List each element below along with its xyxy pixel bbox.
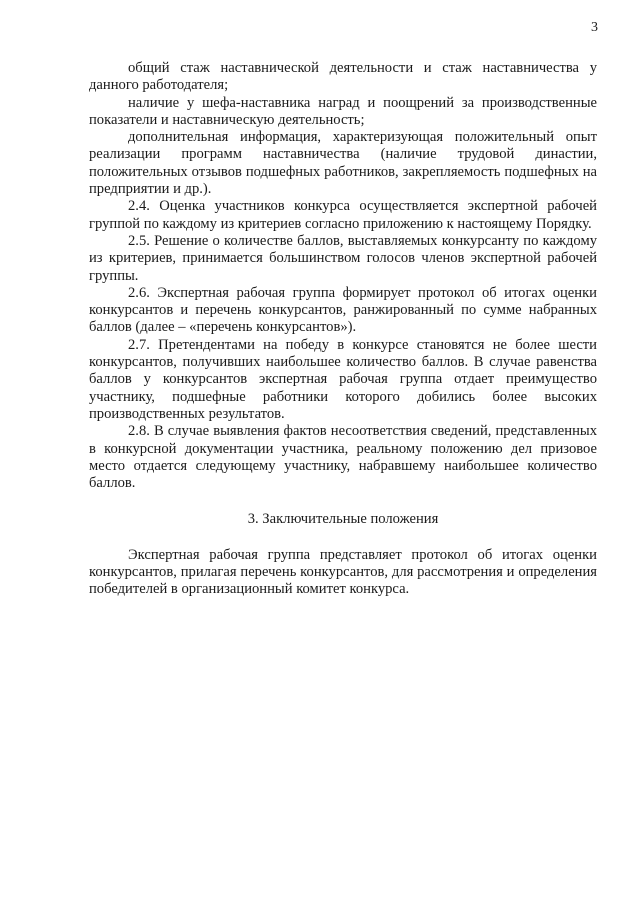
section-3-heading: 3. Заключительные положения [247, 511, 439, 528]
paragraph-2-5: 2.5. Решение о количестве баллов, выставляемых конкурсанту по каждому из критериев, принимается большинством голосов членов экспертной рабочей группы. [89, 232, 597, 284]
paragraph-2-7: 2.7. Претендентами на победу в конкурсе становятся не более шести конкурсантов, получивших наибольшее количество баллов. В случае равенства баллов у конкурсантов экспертная рабочая группа отдает преимущество участнику, подшефные работники которого добились более высоких производственных результатов. [89, 336, 597, 422]
paragraph-2-4: 2.4. Оценка участников конкурса осуществляется экспертной рабочей группой по каждому из критериев согласно приложению к настоящему Порядку. [89, 198, 597, 232]
paragraph-section-3: Экспертная рабочая группа представляет протокол об итогах оценки конкурсантов, прилагая перечень конкурсантов, для рассмотрения и определения победителей в организационный комитет конкурса. [89, 546, 597, 598]
paragraph-awards-criterion: наличие у шефа-наставника наград и поощрений за производственные показатели и наставническую деятельность; [89, 94, 597, 128]
paragraph-experience-criterion: общий стаж наставнической деятельности и стаж наставничества у данного работодателя; [89, 60, 597, 94]
paragraph-additional-info-criterion: дополнительная информация, характеризующая положительный опыт реализации программ наставничества (наличие трудовой династии, положительных отзывов подшефных работников, закрепляемость подшефных на предприятии и др.). [89, 129, 597, 198]
paragraph-2-6: 2.6. Экспертная рабочая группа формирует протокол об итогах оценки конкурсантов и перечень конкурсантов, ранжированный по сумме набранных баллов (далее – «перечень конкурсантов»). [89, 284, 597, 336]
paragraph-2-8: 2.8. В случае выявления фактов несоответствия сведений, представленных в конкурсной документации участника, реальному положению дел призовое место отдается следующему участнику, набравшему наибольшее количество баллов. [89, 423, 597, 492]
document-body [89, 60, 597, 599]
page-number: 3 [591, 20, 598, 35]
